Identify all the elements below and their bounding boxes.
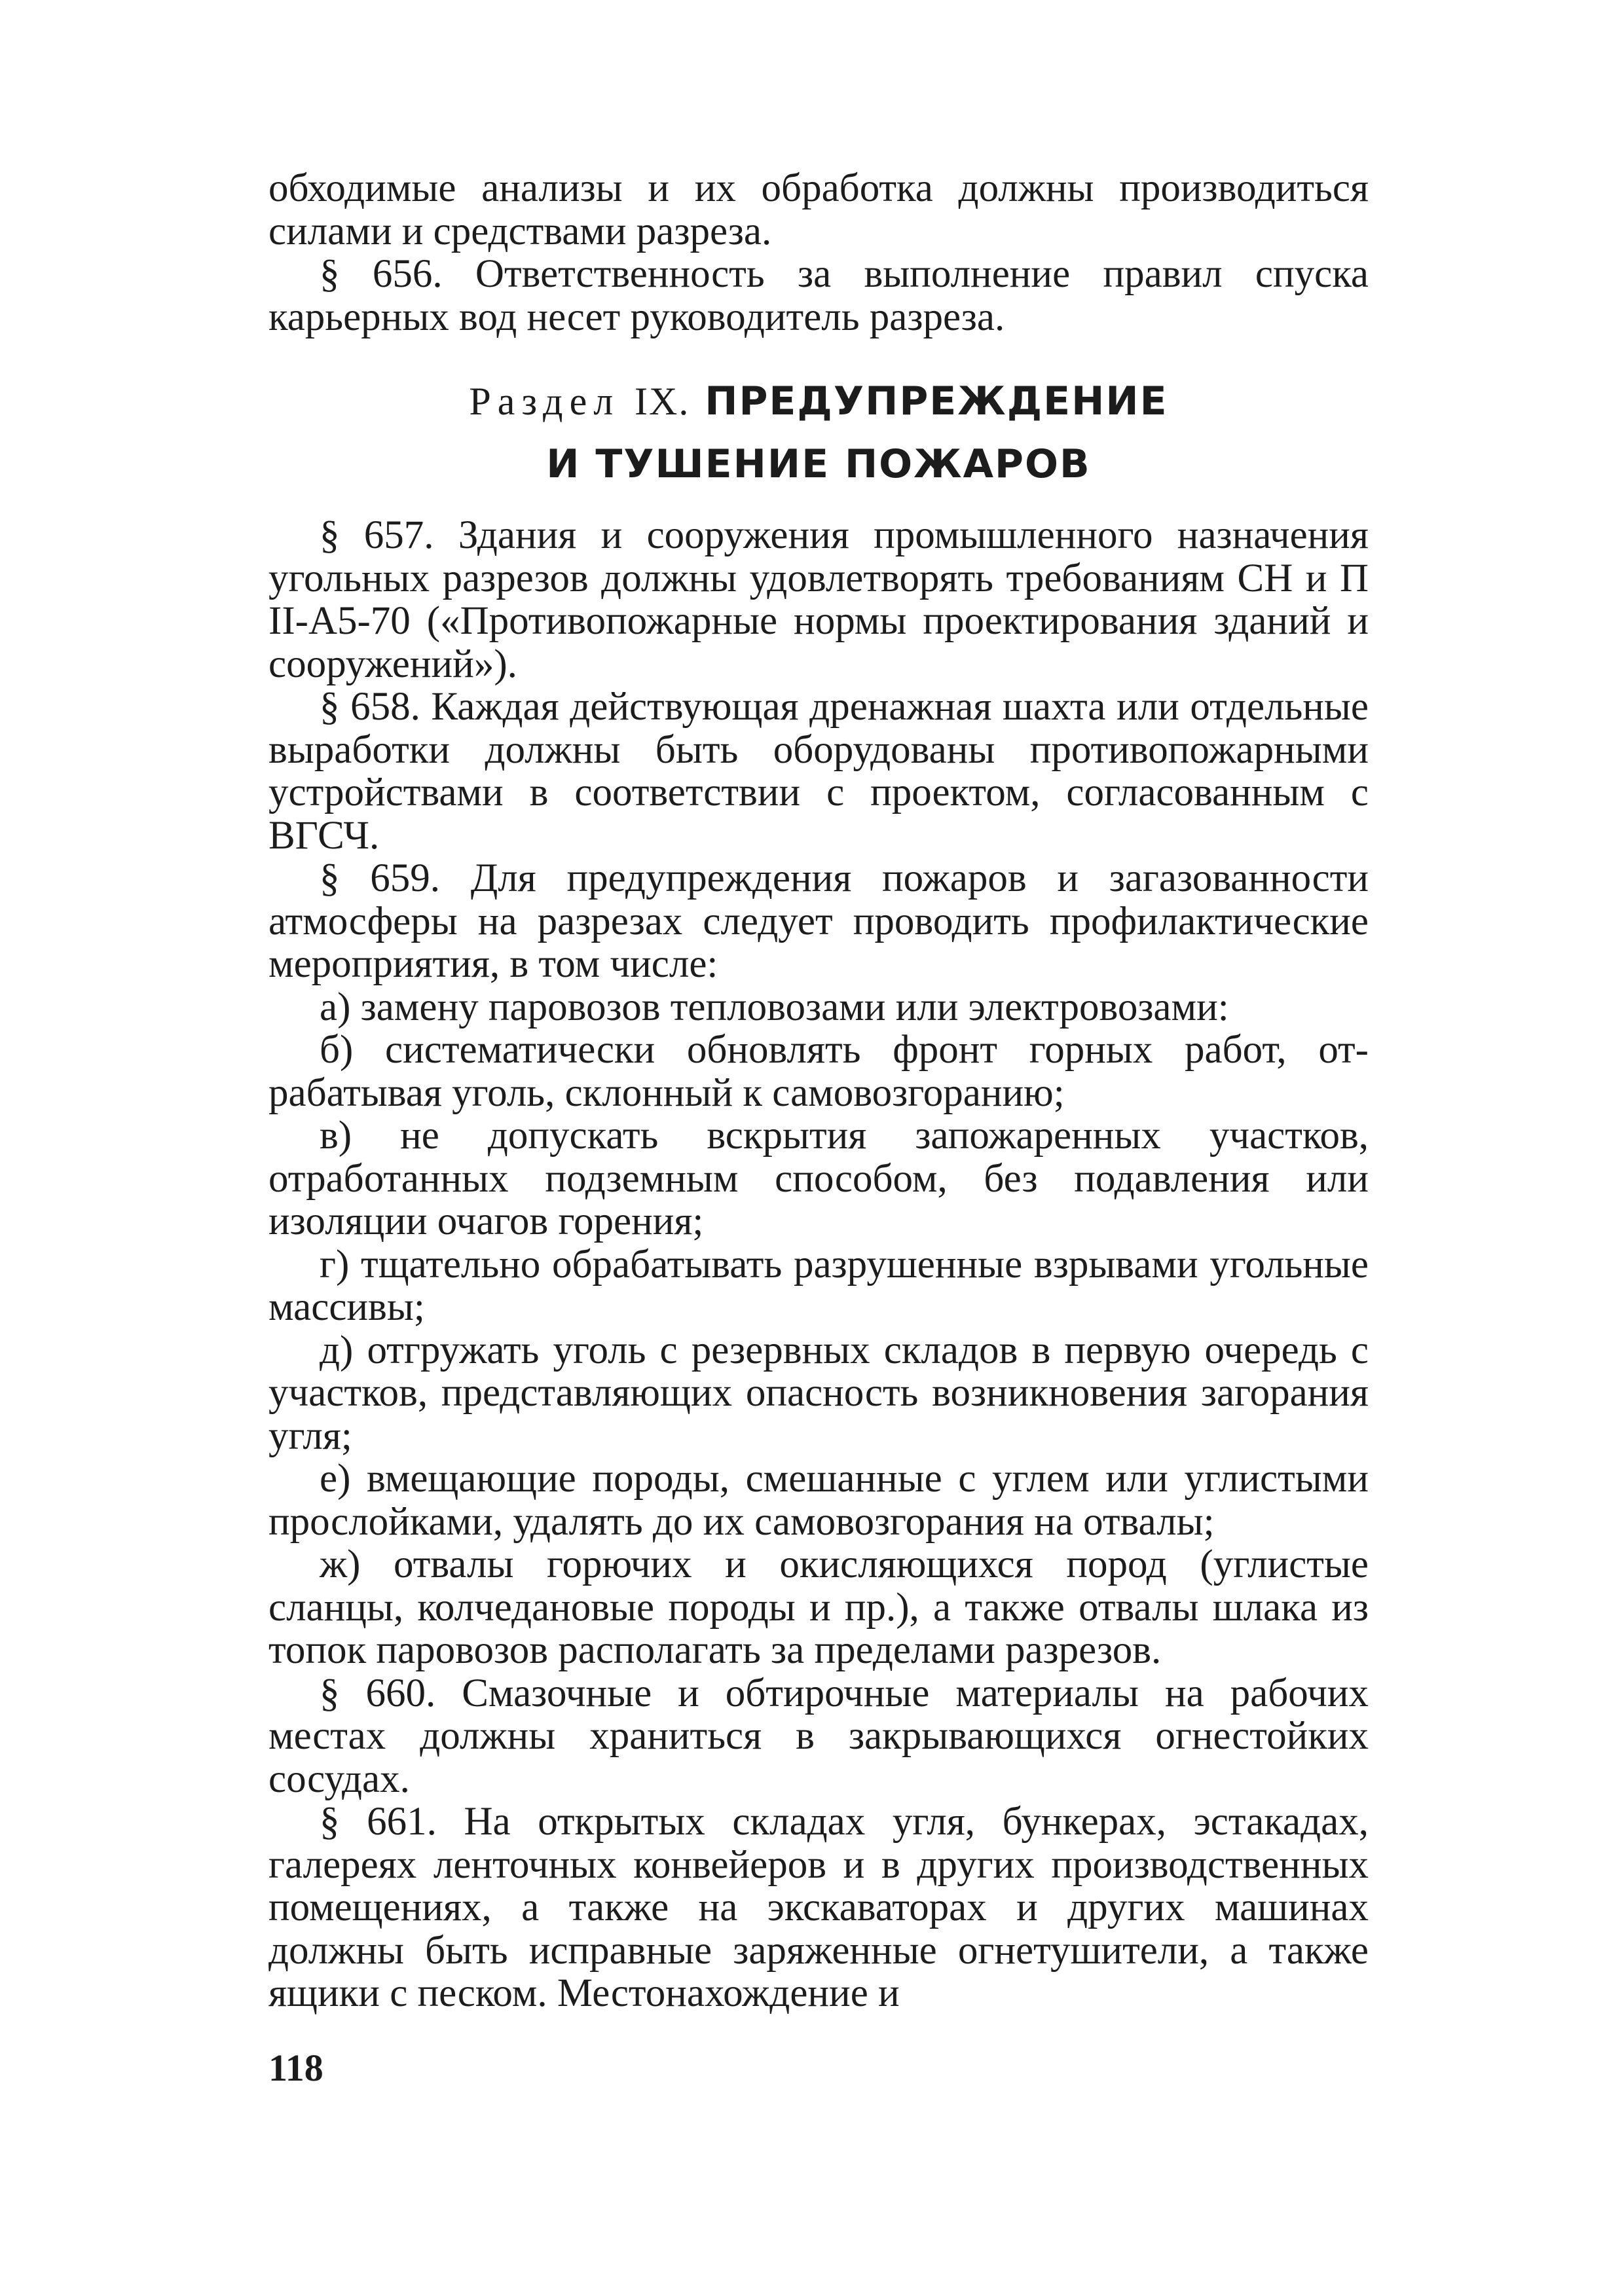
list-item-e: е) вмещающие породы, смешанные с углем или углистыми прослойками, удалять до их самовозгорания на отвалы; (268, 1457, 1369, 1544)
paragraph-656: § 656. Ответственность за выполнение правил спуска карьерных вод несет руководитель разреза. (268, 252, 1369, 339)
page-body (268, 167, 1369, 2015)
section-title-line1: ПРЕДУПРЕЖДЕНИЕ (705, 378, 1168, 424)
section-prefix: Раздел (469, 380, 620, 423)
list-item-b: б) систематически обновлять фронт горных работ, отрабатывая уголь, склонный к самовозгоранию; (268, 1028, 1369, 1115)
section-heading (268, 370, 1369, 496)
paragraph-continuation: обходимые анализы и их обработка должны производиться силами и средствами разреза. (268, 166, 1369, 253)
page-number: 118 (268, 2047, 323, 2089)
paragraph-659: § 659. Для предупреждения пожаров и загазованности атмосферы на разрезах следует проводить профилактические мероприятия, в том числе: (268, 856, 1369, 986)
section-number: IX. (635, 380, 690, 423)
paragraph-658: § 658. Каждая действующая дренажная шахта или отдельные выработки должны быть оборудованы противопожарными устройствами в соответствии с проектом, согласованным с ВГСЧ. (268, 685, 1369, 858)
list-item-d: д) отгружать уголь с резервных складов в первую очередь с участков, представляющих опасность возникновения загорания угля; (268, 1328, 1369, 1458)
list-item-a: а) замену паровозов тепловозами или электровозами: (320, 985, 1229, 1029)
list-item-g: г) тщательно обрабатывать разрушенные взрывами угольные массивы; (268, 1242, 1369, 1329)
list-item-zh: ж) отвалы горючих и окисляющихся пород (углистые сланцы, колчедановые породы и пр.), а также отвалы шлака из топок паровозов располагать за пределами разрезов. (268, 1542, 1369, 1672)
section-heading-line-1 (268, 370, 1369, 433)
paragraph-660: § 660. Смазочные и обтирочные материалы на рабочих местах должны храниться в закрывающихся огнестойких сосудах. (268, 1671, 1369, 1801)
list-item-v: в) не допускать вскрытия запожаренных участков, отработанных подземным способом, без подавления или изоляции очагов горения; (268, 1114, 1369, 1243)
section-title-line2: И ТУШЕНИЕ ПОЖАРОВ (546, 441, 1091, 487)
paragraph-657: § 657. Здания и сооружения промышленного назначения угольных разрезов должны удовлетворять требованиям СН и П II-А5-70 («Противопожарные нормы проектирования зданий и сооружений»). (268, 513, 1369, 686)
paragraph-661: § 661. На открытых складах угля, бункерах, эстакадах, галереях ленточных конвейеров и в других производственных помещениях, а также на экскаваторах и других машинах должны быть исправные заряженные огнетушители, а также ящики с песком. Местонахождение и (268, 1800, 1369, 2015)
